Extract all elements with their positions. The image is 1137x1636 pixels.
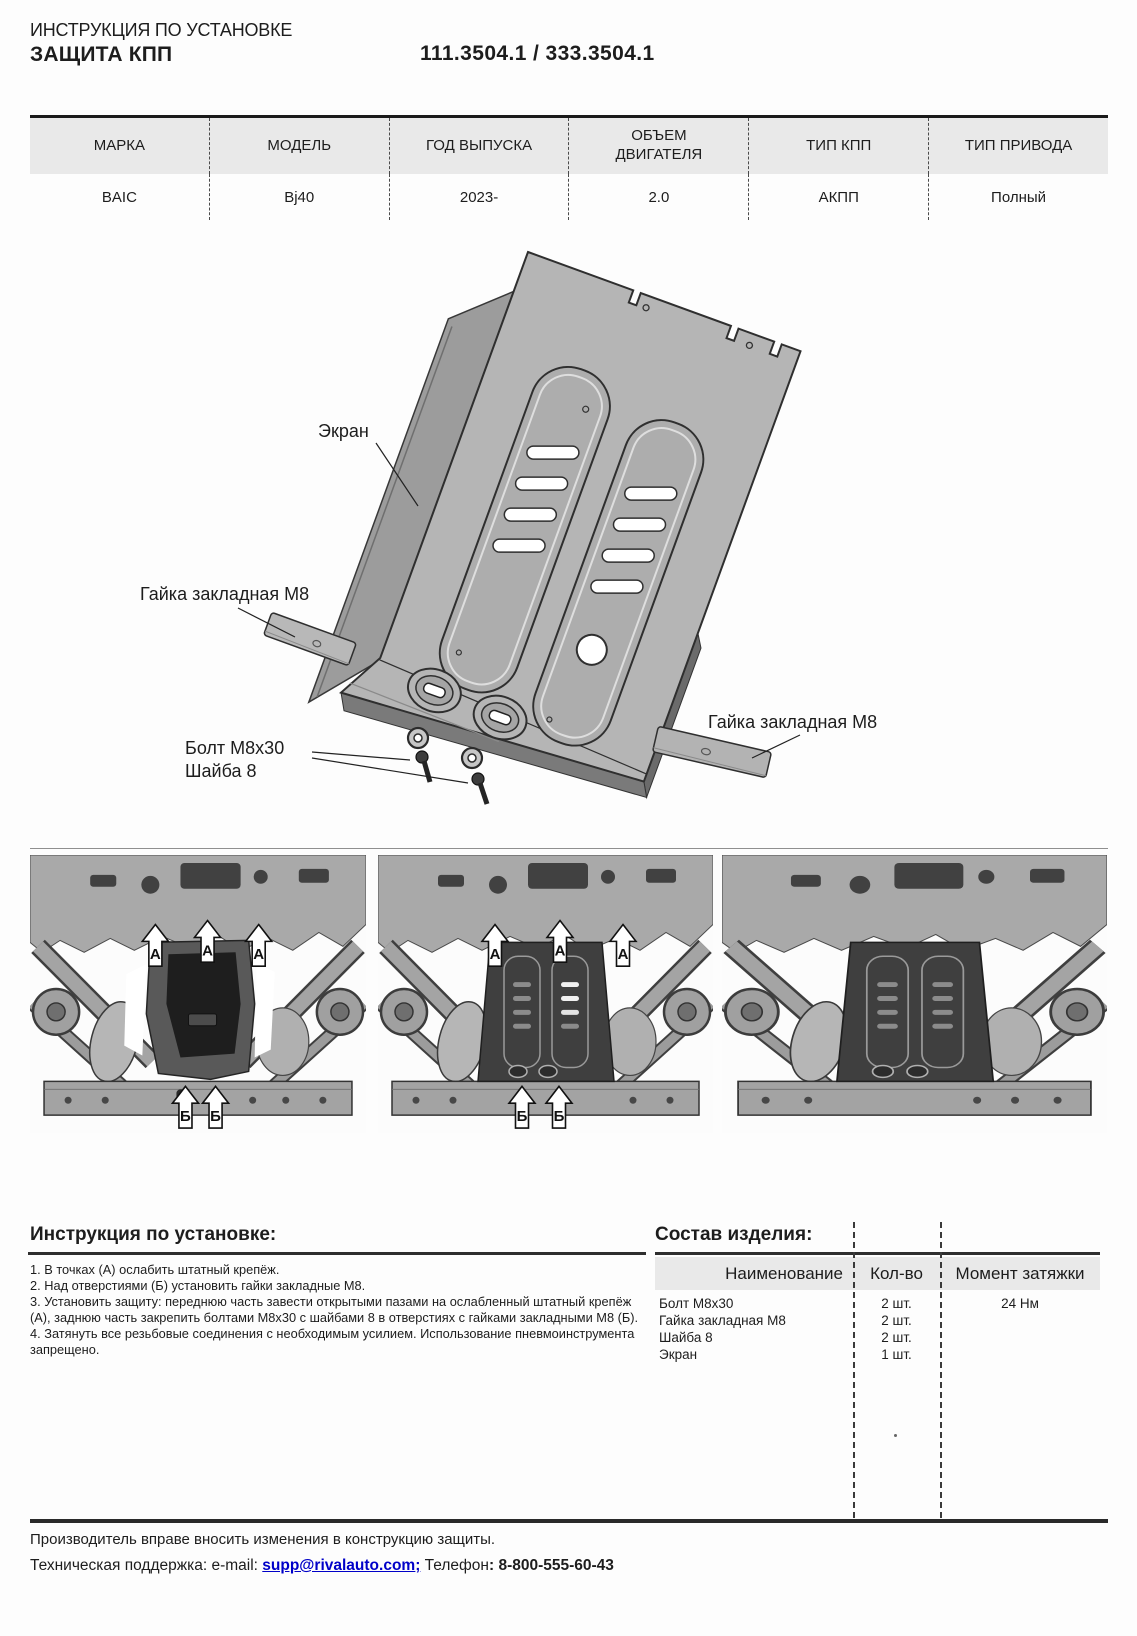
footer-rule [30,1519,1108,1523]
doc-subtitle: ИНСТРУКЦИЯ ПО УСТАНОВКЕ [30,20,293,40]
spec-header-drive: ТИП ПРИВОДА [928,118,1108,174]
svg-text:Б: Б [553,1108,565,1126]
part-name: Гайка закладная М8 [659,1313,786,1328]
spec-value-marka: BAIC [101,188,137,206]
spec-header-engine: ОБЪЕМ ДВИГАТЕЛЯ [568,118,748,174]
label-washer: Шайба 8 [185,761,257,781]
support-phone: : 8-800-555-60-43 [488,1557,614,1574]
print-artifact-dot [894,1434,897,1437]
weld-nut-right [653,726,772,777]
parts-col-qty: Кол-во [870,1263,923,1283]
spec-value-gearbox: АКПП [748,174,928,220]
label-screen: Экран [318,421,369,441]
svg-text:А: А [202,942,213,960]
svg-text:Б: Б [180,1108,191,1126]
photo-plate-installed-marked [378,855,713,1133]
support-label: Техническая поддержка: e-mail: [30,1557,263,1574]
svg-text:А: А [554,942,566,960]
exploded-view-drawing [0,230,1137,820]
instructions-rule [28,1252,646,1255]
table-row [655,1329,1100,1346]
svg-text:А: А [253,946,265,964]
page-title: ЗАЩИТА КПП [30,43,173,66]
spec-header-year: ГОД ВЫПУСКА [389,118,569,174]
instruction-step: 2. Над отверстиями (Б) установить гайки закладные М8. [30,1278,366,1293]
spec-value-engine: 2.0 [568,174,748,220]
part-torque [940,1312,1100,1329]
parts-col-torque: Момент затяжки [955,1263,1085,1283]
svg-text:А: А [149,946,161,964]
parts-heading: Состав изделия: [655,1224,813,1245]
table-row [655,1312,1100,1329]
svg-text:А: А [617,946,629,964]
support-email-link[interactable]: supp@rivalauto.com [262,1557,416,1574]
part-qty: 2 шт. [881,1313,912,1328]
part-torque [940,1346,1100,1363]
table-row [655,1295,1100,1312]
instruction-step: 4. Затянуть все резьбовые соединения с необходимым усилием. Использование пневмоинструмента запрещено. [30,1326,635,1357]
label-bolt: Болт М8х30 [185,738,285,758]
footer-support [30,1557,614,1575]
part-number: 111.3504.1 / 333.3504.1 [420,42,655,65]
part-name: Болт М8х30 [659,1296,734,1311]
parts-rule [655,1252,1100,1255]
spec-header-row [30,118,1108,174]
svg-text:Б: Б [210,1108,221,1126]
instruction-step: 1. В точках (А) ослабить штатный крепёж. [30,1262,280,1277]
email-separator: ; [415,1557,421,1574]
spec-value-year: 2023- [389,174,569,220]
photo-underbody-stock [30,855,366,1133]
section-divider [30,848,1108,849]
footer-disclaimer: Производитель вправе вносить изменения в конструкцию защиты. [30,1531,496,1548]
label-weld-nut-left: Гайка закладная М8 [140,584,310,604]
spec-value-drive: Полный [928,174,1108,220]
photo-plate-installed-final [722,855,1107,1133]
part-name: Экран [659,1347,698,1362]
spec-header-model: МОДЕЛЬ [209,118,389,174]
spec-header-marka: МАРКА [30,118,209,174]
label-weld-nut-right: Гайка закладная М8 [708,712,878,732]
instructions-steps [30,1262,642,1358]
vehicle-spec-table [30,115,1108,220]
svg-text:А: А [489,946,501,964]
instructions-heading: Инструкция по установке: [30,1224,277,1245]
part-qty: 2 шт. [881,1330,912,1345]
part-qty: 2 шт. [881,1296,912,1311]
spec-header-gearbox: ТИП КПП [748,118,928,174]
part-torque [940,1329,1100,1346]
instruction-step: 3. Установить защиту: переднюю часть завести открытыми пазами на ослабленный штатный крепёж (А), заднюю часть закрепить болтами М8х30 с шайбами 8 в отверстиях с гайками закладными М8 (Б). [30,1294,639,1325]
parts-col-name: Наименование [725,1263,843,1283]
spec-value-row [30,174,1108,220]
table-row [655,1346,1100,1363]
phone-label: Телефон [420,1557,489,1574]
parts-column-divider [940,1222,942,1518]
svg-text:Б: Б [516,1108,528,1126]
part-name: Шайба 8 [659,1330,713,1345]
spec-value-model: Bj40 [209,174,389,220]
part-qty: 1 шт. [881,1347,912,1362]
parts-rows [655,1295,1100,1363]
parts-header-row [655,1257,1100,1290]
part-torque: 24 Нм [1001,1296,1039,1311]
parts-column-divider [853,1222,855,1518]
